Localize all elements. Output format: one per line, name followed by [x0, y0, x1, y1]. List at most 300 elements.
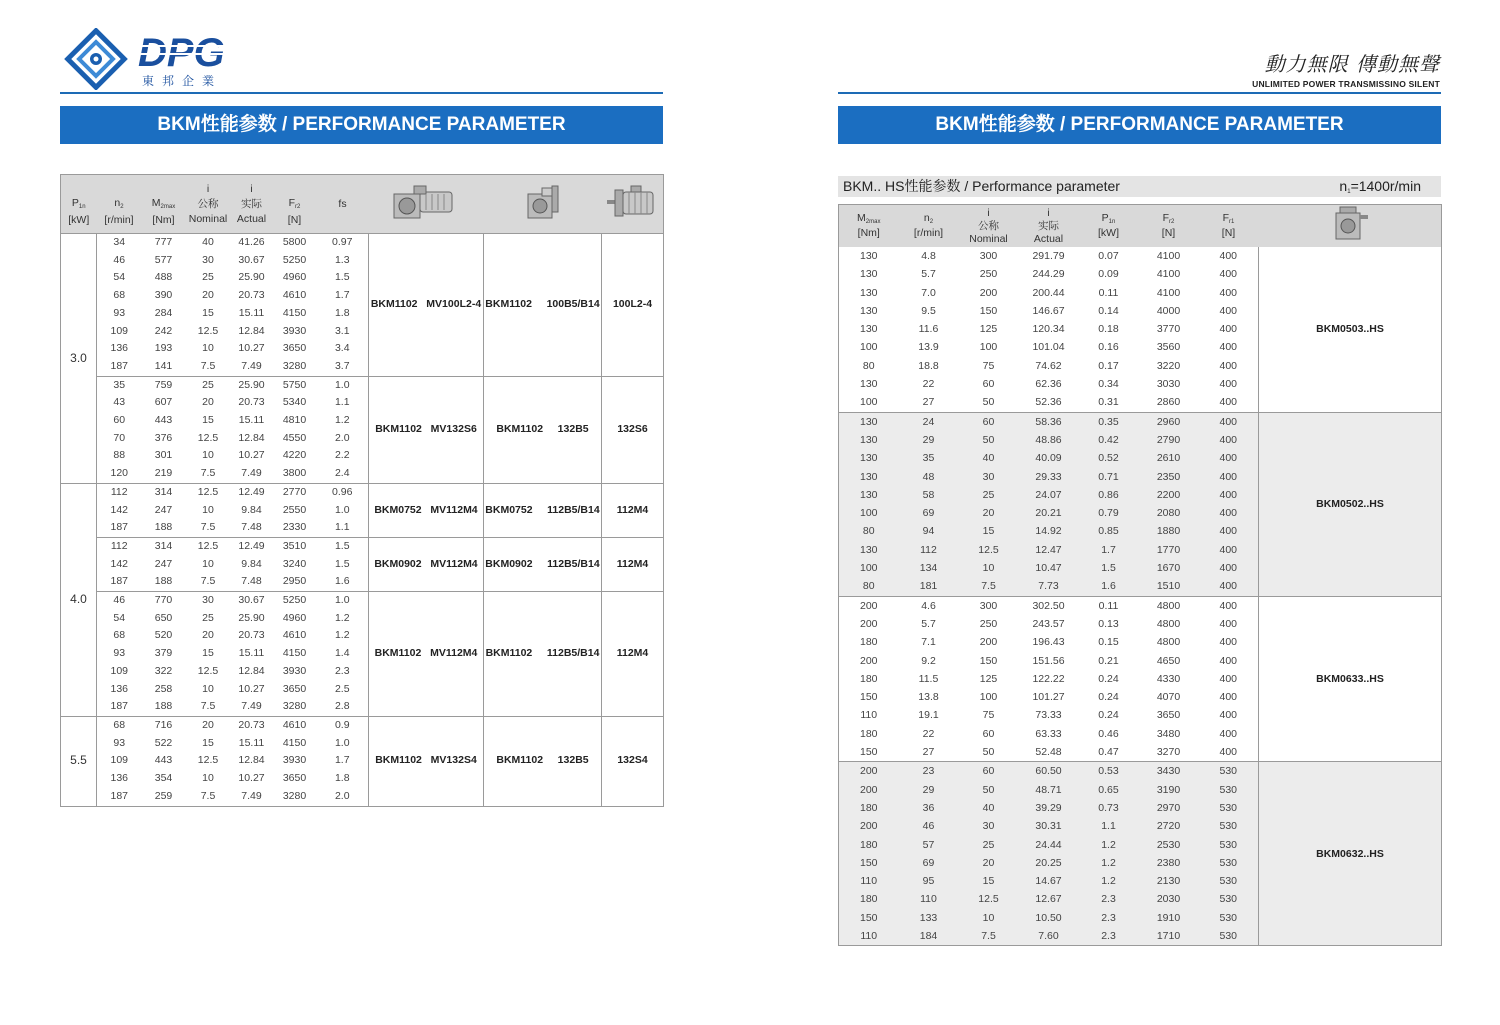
table-cell: 58.36: [1019, 412, 1079, 431]
table-cell: 4000: [1156, 304, 1181, 317]
table-cell: 10.27: [238, 772, 265, 785]
table-cell: 142: [97, 556, 142, 574]
table-cell: 100: [839, 559, 899, 577]
table-cell: 10: [202, 342, 214, 355]
table-cell: 130: [859, 286, 878, 299]
motor-code: 132S6: [617, 422, 648, 435]
table-cell: 10: [202, 682, 214, 695]
table-cell: 443: [154, 754, 173, 767]
table-cell: 10.47: [1019, 559, 1079, 577]
table-cell: 4610: [282, 289, 307, 302]
table-cell: 0.73: [1079, 799, 1139, 817]
right-subtitle: BKM.. HS性能参数 / Performance parameter: [843, 178, 1120, 194]
table-cell: 7.5: [200, 700, 216, 713]
motor-icon: [605, 182, 659, 222]
table-cell: 0.97: [317, 234, 369, 252]
flange-code: 112B5/B14: [547, 557, 600, 570]
motor-code: MV132S4: [430, 754, 477, 767]
table-cell: 242: [154, 324, 173, 337]
model-code: BKM1102: [485, 297, 532, 310]
table-cell: 2960: [1139, 412, 1199, 431]
right-header-row: [839, 205, 1442, 248]
table-cell: 122.22: [1032, 672, 1065, 685]
table-cell: 93: [97, 735, 142, 753]
rcol-reducer-image: [1259, 205, 1442, 248]
table-cell: 1.2: [334, 629, 350, 642]
gearmotor-model-cell: [369, 483, 484, 537]
table-cell: 200: [839, 596, 899, 615]
table-cell: 12.67: [1019, 890, 1079, 908]
table-cell: 1.0: [317, 376, 369, 394]
power-cell: 4.0: [61, 483, 97, 716]
table-cell: 302.50: [1019, 596, 1079, 615]
table-cell: 187: [97, 788, 142, 806]
table-cell: 60: [982, 378, 995, 391]
table-cell: 3030: [1156, 378, 1181, 391]
model-code: BKM1102: [496, 754, 544, 767]
table-cell: 36: [899, 799, 959, 817]
reducer-icon: [518, 182, 568, 222]
table-cell: 400: [1219, 672, 1238, 685]
table-cell: 10.50: [1019, 909, 1079, 927]
table-cell: 136: [97, 340, 142, 358]
table-cell: 58: [899, 486, 959, 504]
table-cell: 94: [899, 522, 959, 540]
table-cell: 120: [97, 465, 142, 483]
table-cell: 4070: [1156, 691, 1181, 704]
rcol-fr1: $F_{r1}$ [N]: [1199, 205, 1259, 248]
table-row: [61, 592, 664, 610]
table-cell: 0.07: [1098, 250, 1119, 262]
table-cell: 3650: [282, 342, 307, 355]
table-cell: 25.90: [231, 376, 273, 394]
table-cell: 13.8: [918, 691, 939, 704]
table-cell: 0.53: [1079, 762, 1139, 781]
table-cell: 93: [97, 645, 142, 663]
table-cell: 0.24: [1098, 672, 1119, 685]
table-cell: 29: [899, 431, 959, 449]
table-cell: 150: [839, 909, 899, 927]
table-cell: 244.29: [1032, 268, 1065, 281]
table-cell: 93: [97, 305, 142, 323]
table-cell: 20: [186, 716, 231, 734]
table-cell: 2330: [282, 521, 307, 534]
logo-diamond-icon: [62, 28, 130, 90]
table-cell: 314: [142, 483, 186, 501]
flange-code: 132B5: [557, 422, 589, 435]
table-cell: 443: [154, 414, 173, 427]
table-cell: 46: [97, 252, 142, 270]
table-row: [61, 716, 664, 734]
motor-code: 112M4: [616, 503, 649, 516]
table-cell: 0.31: [1098, 396, 1119, 409]
table-cell: 13.9: [918, 341, 939, 354]
table-cell: 109: [97, 663, 142, 681]
slogan: [1252, 48, 1440, 89]
table-cell: 50: [982, 746, 995, 759]
table-cell: 20: [202, 629, 214, 642]
table-cell: 400: [1199, 412, 1259, 431]
table-cell: 50: [959, 781, 1019, 799]
table-cell: 400: [1199, 577, 1259, 596]
slogan-chinese: 動力無限 傳動無聲: [1264, 52, 1440, 76]
table-cell: 150: [839, 854, 899, 872]
gearmotor-model-cell: [369, 592, 484, 717]
motor-model-cell: [602, 376, 664, 483]
table-cell: 1710: [1139, 927, 1199, 946]
table-cell: 4150: [282, 736, 307, 749]
table-cell: 530: [1199, 927, 1259, 946]
left-banner: BKM性能参数 / PERFORMANCE PARAMETER: [60, 106, 663, 144]
table-cell: 530: [1199, 909, 1259, 927]
table-cell: 284: [154, 306, 173, 319]
table-cell: 0.52: [1079, 449, 1139, 467]
table-cell: 258: [154, 682, 173, 695]
table-cell: 10.27: [238, 449, 265, 462]
motor-model-cell: [602, 537, 664, 591]
table-cell: 10: [202, 449, 214, 462]
table-cell: 112: [97, 537, 142, 555]
table-cell: 250: [979, 617, 998, 630]
flange-code: 100B5/B14: [546, 297, 600, 310]
table-cell: 112: [97, 483, 142, 501]
table-cell: 48.86: [1019, 431, 1079, 449]
table-cell: 200: [979, 286, 998, 299]
right-header-rule: [838, 92, 1441, 94]
table-cell: 7.5: [200, 467, 216, 480]
table-cell: 29.33: [1019, 468, 1079, 486]
table-cell: 12.5: [197, 324, 219, 337]
table-cell: 2.3: [334, 664, 350, 677]
table-cell: 3930: [282, 664, 307, 677]
table-cell: 200: [979, 636, 998, 649]
table-cell: 9.2: [921, 654, 936, 667]
table-cell: 20.73: [231, 716, 273, 734]
motor-code: 112M4: [616, 557, 649, 570]
table-cell: 0.17: [1098, 359, 1119, 372]
table-cell: 141: [154, 359, 173, 372]
table-cell: 12.84: [238, 664, 265, 677]
table-cell: 88: [97, 447, 142, 465]
table-cell: 80: [839, 522, 899, 540]
logo-wordmark: [136, 32, 254, 72]
reducer-model-cell: [484, 483, 602, 537]
table-cell: 1.4: [334, 647, 350, 660]
rcol-i-nominal: i 公称 Nominal: [959, 205, 1019, 248]
table-cell: 35: [899, 449, 959, 467]
table-cell: 25: [959, 836, 1019, 854]
table-cell: 12.5: [197, 754, 219, 767]
table-cell: 27: [922, 396, 935, 409]
table-cell: 95: [899, 872, 959, 890]
table-cell: 130: [839, 449, 899, 467]
table-cell: 15: [202, 736, 214, 749]
table-cell: 60: [959, 412, 1019, 431]
table-cell: 3270: [1156, 746, 1181, 759]
table-cell: 12.84: [238, 431, 265, 444]
table-cell: 30: [959, 468, 1019, 486]
left-performance-table: [60, 174, 664, 807]
hs-model-cell: BKM0632..HS: [1259, 762, 1442, 946]
table-cell: 300: [959, 596, 1019, 615]
table-cell: 1.5: [317, 537, 369, 555]
table-cell: 1.8: [334, 306, 350, 319]
table-cell: 4550: [282, 431, 307, 444]
table-cell: 12.5: [186, 537, 231, 555]
input-speed: $n_1=1400r/\min$: [1339, 178, 1421, 195]
table-cell: 0.24: [1098, 709, 1119, 722]
table-cell: 22: [922, 378, 935, 391]
table-cell: 2550: [282, 503, 307, 516]
table-cell: 7.49: [241, 359, 262, 372]
table-cell: 400: [1199, 431, 1259, 449]
table-cell: 530: [1199, 799, 1259, 817]
table-cell: 12.5: [197, 664, 219, 677]
table-cell: 400: [1219, 378, 1238, 391]
table-cell: 0.16: [1098, 341, 1119, 354]
gearmotor-model-cell: [369, 537, 484, 591]
table-cell: 30.67: [238, 253, 265, 266]
table-cell: 3.1: [334, 324, 350, 337]
table-cell: 3650: [282, 772, 307, 785]
table-cell: 11.6: [918, 323, 939, 336]
table-cell: 3190: [1139, 781, 1199, 799]
motor-code: MV100L2-4: [426, 297, 482, 310]
motor-code: 100L2-4: [612, 297, 653, 310]
motor-model-cell: [602, 716, 664, 806]
table-cell: 530: [1199, 854, 1259, 872]
table-cell: 400: [1219, 617, 1238, 630]
table-cell: 54: [97, 610, 142, 628]
table-cell: 5750: [273, 376, 317, 394]
table-cell: 20: [202, 396, 214, 409]
table-cell: 650: [154, 611, 173, 624]
right-subtitle-bar: [838, 176, 1441, 197]
table-cell: 3560: [1156, 341, 1181, 354]
table-cell: 25: [202, 611, 214, 624]
table-cell: 110: [839, 927, 899, 946]
motor-code: 132S4: [617, 754, 648, 767]
table-cell: 150: [859, 691, 878, 704]
table-cell: 520: [154, 629, 173, 642]
table-cell: 25.90: [238, 611, 265, 624]
table-cell: 101.27: [1032, 691, 1065, 704]
table-cell: 130: [859, 268, 878, 281]
table-cell: 5.7: [921, 617, 936, 630]
table-row: [839, 762, 1442, 781]
table-cell: 2.5: [334, 682, 350, 695]
table-cell: 0.96: [317, 483, 369, 501]
table-cell: 200: [859, 617, 878, 630]
table-cell: 1.2: [1079, 854, 1139, 872]
table-cell: 0.14: [1098, 304, 1119, 317]
table-cell: 133: [899, 909, 959, 927]
table-cell: 354: [154, 772, 173, 785]
table-cell: 5.7: [921, 268, 936, 281]
table-cell: 40: [959, 449, 1019, 467]
table-cell: 4100: [1156, 268, 1181, 281]
table-cell: 100: [979, 341, 998, 354]
table-cell: 120.34: [1032, 323, 1065, 336]
table-cell: 60: [97, 412, 142, 430]
table-cell: 187: [97, 698, 142, 716]
company-logo: [62, 28, 252, 90]
rcol-i-actual: i 实际 Actual: [1019, 205, 1079, 248]
table-cell: 180: [839, 836, 899, 854]
table-cell: 10.27: [238, 342, 265, 355]
model-code: BKM1102: [375, 754, 422, 767]
table-cell: 1.2: [1079, 872, 1139, 890]
hs-model-cell: BKM0503..HS: [1259, 247, 1442, 412]
table-cell: 0.85: [1079, 522, 1139, 540]
table-cell: 180: [859, 672, 878, 685]
table-cell: 46: [97, 592, 142, 610]
table-cell: 130: [839, 412, 899, 431]
table-cell: 12.49: [231, 537, 273, 555]
table-cell: 4650: [1156, 654, 1181, 667]
table-cell: 7.49: [241, 789, 262, 802]
table-cell: 41.26: [231, 234, 273, 252]
table-cell: 181: [899, 577, 959, 596]
table-cell: 0.65: [1079, 781, 1139, 799]
table-cell: 15: [959, 872, 1019, 890]
flange-code: 112B5/B14: [546, 647, 600, 660]
table-cell: 100: [859, 341, 878, 354]
table-cell: 12.47: [1019, 541, 1079, 559]
table-cell: 0.42: [1079, 431, 1139, 449]
col-n2: $n_2$ [r/min]: [97, 175, 142, 234]
table-cell: 400: [1219, 250, 1238, 262]
table-cell: 48: [899, 468, 959, 486]
table-cell: 0.21: [1098, 654, 1119, 667]
table-cell: 130: [839, 431, 899, 449]
table-cell: 379: [154, 647, 173, 660]
table-cell: 24.07: [1019, 486, 1079, 504]
table-cell: 400: [1219, 323, 1238, 336]
table-cell: 62.36: [1035, 378, 1062, 391]
table-cell: 4800: [1156, 617, 1181, 630]
table-cell: 63.33: [1035, 727, 1062, 740]
table-cell: 2380: [1139, 854, 1199, 872]
table-cell: 7.1: [921, 636, 936, 649]
table-cell: 9.84: [241, 557, 262, 570]
table-cell: 4100: [1156, 250, 1181, 262]
table-cell: 4610: [282, 629, 307, 642]
table-cell: 4220: [282, 449, 307, 462]
reducer-model-cell: [484, 537, 602, 591]
table-cell: 3930: [282, 754, 307, 767]
table-cell: 39.29: [1019, 799, 1079, 817]
table-cell: 4810: [282, 414, 307, 427]
table-cell: 2790: [1139, 431, 1199, 449]
table-cell: 25.90: [238, 271, 265, 284]
table-cell: 52.48: [1035, 746, 1062, 759]
table-row: [839, 412, 1442, 431]
table-cell: 112: [899, 541, 959, 559]
table-cell: 2.3: [1079, 890, 1139, 908]
table-cell: 314: [142, 537, 186, 555]
table-cell: 1.2: [334, 414, 350, 427]
table-cell: 2970: [1139, 799, 1199, 817]
table-row: [61, 234, 664, 252]
table-cell: 1.2: [1079, 836, 1139, 854]
table-cell: 3480: [1156, 727, 1181, 740]
table-cell: 48.71: [1019, 781, 1079, 799]
table-cell: 70: [97, 430, 142, 448]
table-row: [839, 247, 1442, 265]
table-cell: 400: [1199, 541, 1259, 559]
table-cell: 23: [899, 762, 959, 781]
motor-code: MV112M4: [430, 503, 478, 516]
table-cell: 20.25: [1019, 854, 1079, 872]
table-cell: 200: [839, 762, 899, 781]
table-cell: 187: [97, 358, 142, 376]
table-cell: 3650: [1156, 709, 1181, 722]
table-cell: 1.0: [334, 736, 350, 749]
table-cell: 10: [959, 559, 1019, 577]
table-cell: 20.21: [1019, 504, 1079, 522]
reducer-model-cell: [484, 376, 602, 483]
table-cell: 2720: [1139, 817, 1199, 835]
table-cell: 0.71: [1079, 468, 1139, 486]
table-cell: 150: [979, 654, 998, 667]
table-cell: 2.3: [1079, 927, 1139, 946]
table-cell: 7.48: [241, 521, 262, 534]
table-cell: 110: [839, 872, 899, 890]
table-cell: 3240: [282, 557, 307, 570]
table-cell: 5250: [282, 253, 307, 266]
logo-subtitle: 東邦企業: [142, 74, 223, 88]
table-cell: 12.5: [186, 483, 231, 501]
table-cell: 27: [922, 746, 935, 759]
table-cell: 22: [922, 727, 935, 740]
table-cell: 15: [202, 306, 214, 319]
gearmotor-icon: [386, 182, 466, 222]
table-cell: 7.5: [200, 359, 216, 372]
motor-code: 112M4: [616, 647, 649, 660]
left-header-row: [61, 175, 664, 234]
table-cell: 80: [839, 577, 899, 596]
model-code: BKM1102: [496, 422, 544, 435]
flange-code: 112B5/B14: [547, 503, 600, 516]
table-cell: 193: [154, 342, 173, 355]
table-cell: 3770: [1156, 323, 1181, 336]
table-cell: 1.6: [334, 575, 350, 588]
table-cell: 188: [154, 700, 173, 713]
gearmotor-model-cell: [369, 376, 484, 483]
right-performance-table: [838, 204, 1442, 946]
table-cell: 30.31: [1019, 817, 1079, 835]
table-cell: 4610: [273, 716, 317, 734]
table-cell: 400: [1199, 522, 1259, 540]
table-cell: 2610: [1139, 449, 1199, 467]
table-cell: 7.49: [241, 700, 262, 713]
table-cell: 1.1: [334, 396, 350, 409]
table-cell: 2.3: [1079, 909, 1139, 927]
table-cell: 25: [202, 271, 214, 284]
table-cell: 0.13: [1098, 617, 1119, 630]
table-cell: 12.84: [238, 754, 265, 767]
table-cell: 10.27: [238, 682, 265, 695]
table-cell: 0.35: [1079, 412, 1139, 431]
reducer-model-cell: [484, 592, 602, 717]
table-cell: 20.73: [238, 396, 265, 409]
model-code: BKM1102: [485, 647, 533, 660]
table-cell: 12.5: [959, 541, 1019, 559]
table-cell: 20: [959, 854, 1019, 872]
table-cell: 243.57: [1032, 617, 1065, 630]
table-cell: 488: [154, 271, 173, 284]
